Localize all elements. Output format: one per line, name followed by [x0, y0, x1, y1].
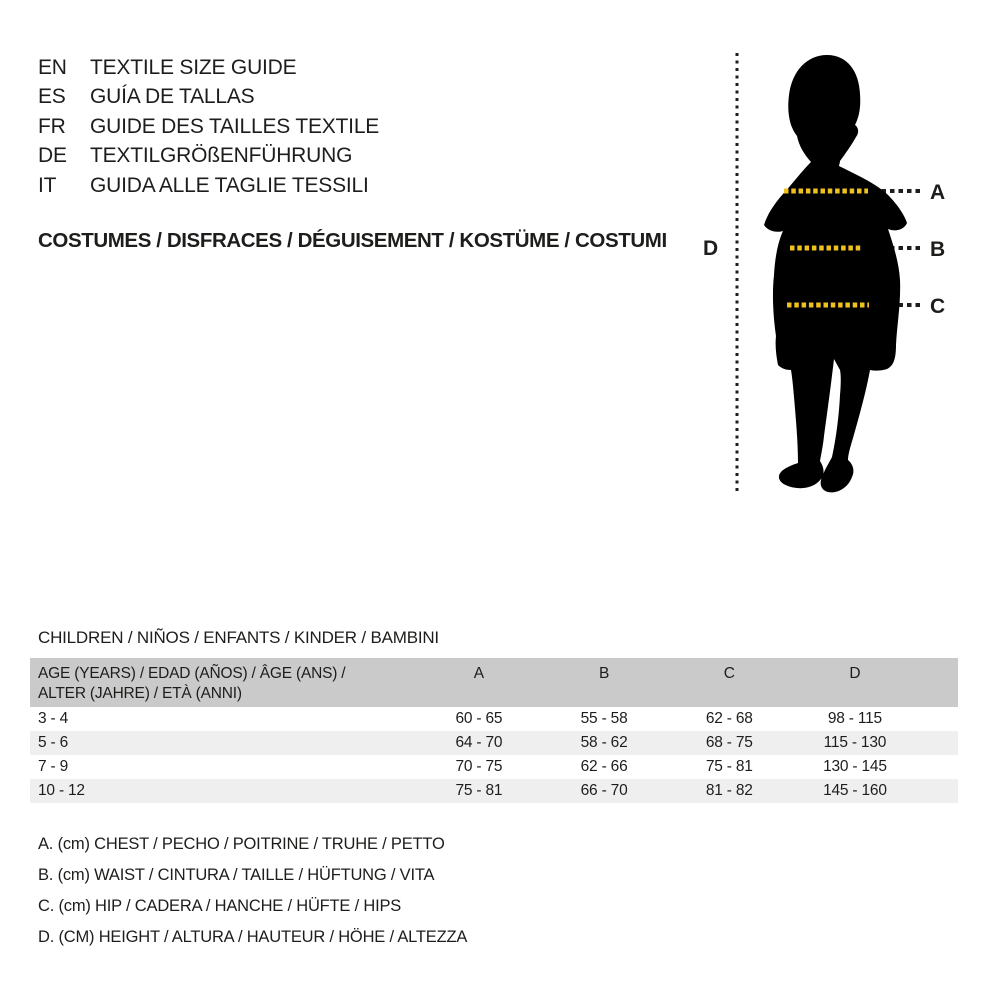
- height-range: 130 - 145: [823, 758, 887, 775]
- guide-title: GUIDE DES TAILLES TEXTILE: [90, 114, 380, 138]
- chest-range: 60 - 65: [455, 710, 503, 727]
- legend-height: D. (CM) HEIGHT / ALTURA / HAUTEUR / HÖHE / ALTEZZA: [38, 928, 468, 946]
- table-header-row: [30, 658, 958, 707]
- category-heading: COSTUMES / DISFRACES / DÉGUISEMENT / KOSTÜME / COSTUMI: [38, 229, 667, 252]
- list-item: [38, 112, 379, 141]
- age-column-header: [30, 658, 416, 703]
- chest-range: 70 - 75: [455, 758, 503, 775]
- column-header-a: A: [473, 665, 484, 682]
- language-title-list: [38, 53, 379, 200]
- height-label-d: D: [703, 237, 718, 260]
- measure-label-b: B: [930, 238, 945, 261]
- waist-range: 58 - 62: [580, 734, 628, 751]
- guide-title: GUÍA DE TALLAS: [90, 85, 255, 109]
- language-code: DE: [38, 144, 67, 168]
- chest-range: 64 - 70: [455, 734, 503, 751]
- column-header-b: B: [599, 665, 610, 682]
- list-item: [38, 82, 379, 111]
- hip-range: 81 - 82: [705, 782, 753, 799]
- legend-chest: A. (cm) CHEST / PECHO / POITRINE / TRUHE / PETTO: [38, 835, 445, 853]
- table-row: [30, 707, 958, 731]
- age-range: 7 - 9: [38, 758, 69, 775]
- measurement-legend: [38, 836, 467, 946]
- chest-range: 75 - 81: [455, 782, 503, 799]
- hip-range: 68 - 75: [705, 734, 753, 751]
- legend-hip: C. (cm) HIP / CADERA / HANCHE / HÜFTE / HIPS: [38, 897, 402, 915]
- height-range: 98 - 115: [827, 710, 882, 727]
- list-item: [38, 141, 379, 170]
- legend-waist: B. (cm) WAIST / CINTURA / TAILLE / HÜFTUNG / VITA: [38, 866, 435, 884]
- table-row: [30, 779, 958, 803]
- column-header-d: D: [849, 665, 861, 682]
- measure-label-a: A: [930, 181, 945, 204]
- age-range: 10 - 12: [38, 782, 85, 799]
- child-silhouette-icon: [764, 55, 907, 492]
- language-code: IT: [38, 173, 57, 197]
- table-row: [30, 755, 958, 779]
- waist-range: 62 - 66: [580, 758, 628, 775]
- section-heading-children: CHILDREN / NIÑOS / ENFANTS / KINDER / BAMBINI: [38, 628, 439, 647]
- hip-range: 75 - 81: [705, 758, 753, 775]
- list-item: [38, 53, 379, 82]
- age-header-line1: AGE (YEARS) / EDAD (AÑOS) / ÂGE (ANS) /: [38, 665, 346, 682]
- measure-label-c: C: [930, 295, 945, 318]
- age-range: 3 - 4: [38, 710, 69, 727]
- size-table: [30, 658, 958, 803]
- height-range: 145 - 160: [823, 782, 887, 799]
- waist-range: 66 - 70: [580, 782, 628, 799]
- measurement-figure: [690, 35, 1000, 505]
- age-range: 5 - 6: [38, 734, 69, 751]
- language-code: FR: [38, 114, 66, 138]
- list-item: [38, 171, 379, 200]
- age-header-line2: ALTER (JAHRE) / ETÀ (ANNI): [38, 684, 242, 702]
- column-header-c: C: [723, 665, 735, 682]
- guide-title: TEXTILGRÖßENFÜHRUNG: [90, 144, 353, 168]
- hip-range: 62 - 68: [705, 710, 753, 727]
- table-row: [30, 731, 958, 755]
- language-code: EN: [38, 56, 67, 79]
- guide-title: TEXTILE SIZE GUIDE: [90, 56, 297, 79]
- waist-range: 55 - 58: [580, 710, 628, 727]
- height-range: 115 - 130: [823, 734, 887, 751]
- language-code: ES: [38, 85, 66, 109]
- guide-title: GUIDA ALLE TAGLIE TESSILI: [90, 173, 369, 197]
